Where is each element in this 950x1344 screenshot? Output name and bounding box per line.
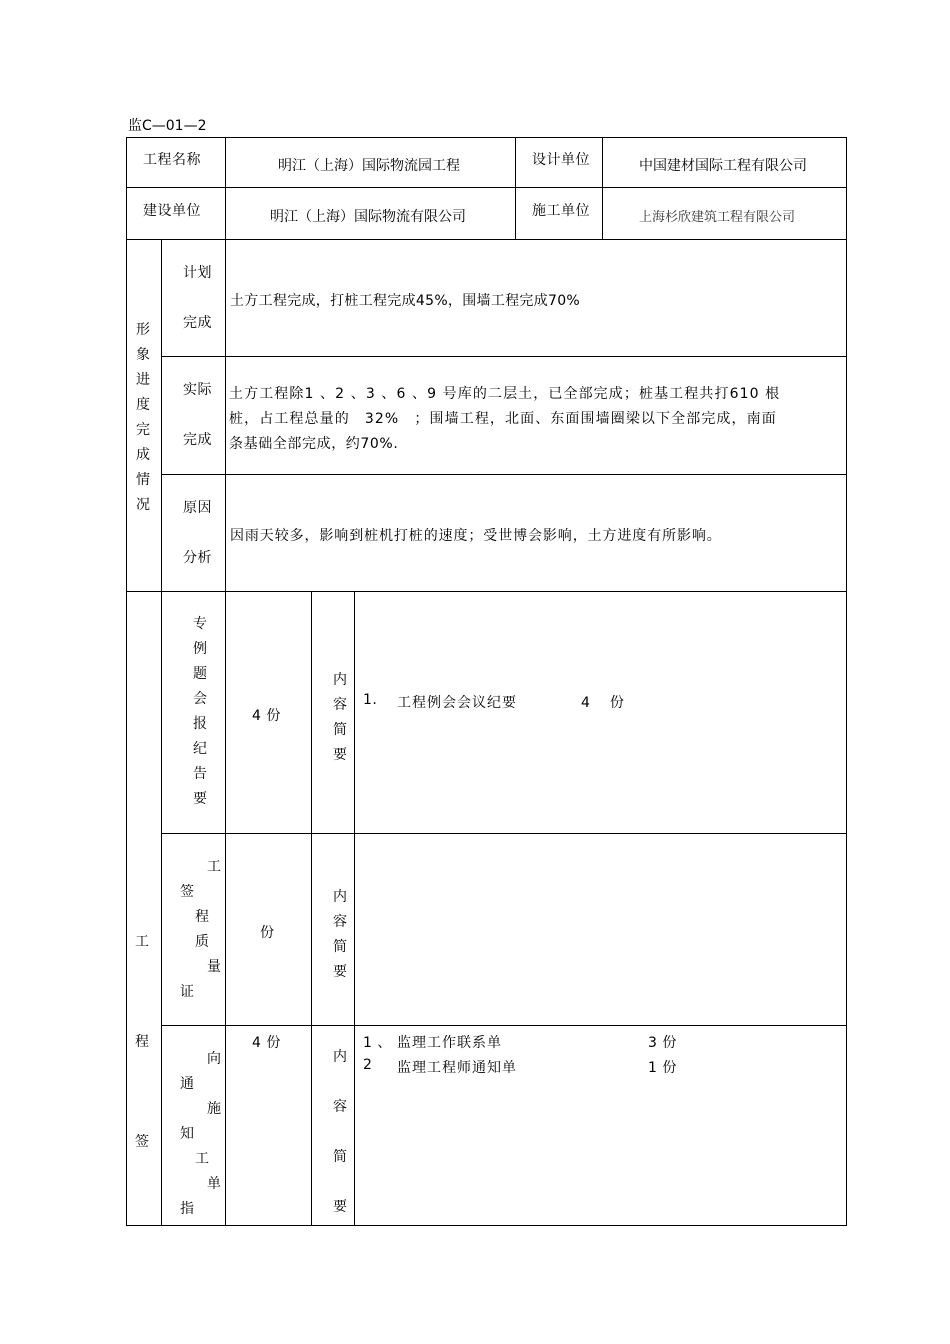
meeting-minutes-label-char: 要 [193, 791, 207, 807]
contractor-value: 上海杉欣建筑工程有限公司 [639, 210, 796, 225]
plan-label-1: 计划 [183, 265, 212, 281]
content-label-char: 容 [333, 697, 347, 713]
reason-label-2: 分析 [183, 550, 212, 566]
content-label-char: 简 [333, 1149, 347, 1165]
meeting-minutes-item-qty: 4 份 [581, 695, 625, 711]
notice-item-2-text: 监理工程师通知单 [397, 1060, 517, 1076]
quality-count: 份 [260, 925, 275, 941]
quality-content-label [329, 885, 351, 985]
content-label-char: 要 [333, 747, 347, 763]
reason-text: 因雨天较多，影响到桩机打桩的速度；受世博会影响，土方进度有所影响。 [230, 528, 722, 544]
notice-item-2-no: 2 [363, 1057, 373, 1073]
notice-label-char-5: 工 [195, 1151, 210, 1167]
meeting-minutes-label-char: 报 [193, 716, 207, 732]
signoff-section-char-2: 程 [135, 1034, 150, 1050]
progress-section-char: 度 [136, 397, 150, 413]
quality-label-char-2: 签 [180, 884, 195, 900]
meeting-minutes-label-char: 纪 [193, 741, 207, 757]
owner-label: 建设单位 [143, 203, 201, 219]
notice-count: 4 份 [252, 1035, 281, 1051]
content-label-char: 内 [333, 672, 347, 688]
owner-value: 明江（上海）国际物流有限公司 [270, 209, 466, 225]
progress-section-char: 情 [136, 472, 150, 488]
content-label-char: 容 [333, 914, 347, 930]
meeting-minutes-label-char: 例 [193, 641, 207, 657]
quality-label-char-6: 证 [180, 984, 195, 1000]
quality-label-char-5: 量 [207, 959, 222, 975]
quality-label-char-1: 工 [207, 859, 222, 875]
progress-section-label [132, 318, 154, 518]
notice-label-char-7: 指 [180, 1201, 195, 1217]
progress-section-char: 象 [136, 347, 150, 363]
progress-section-char: 进 [136, 372, 150, 388]
notice-item-1-text: 监理工作联系单 [397, 1035, 502, 1051]
progress-section-char: 况 [136, 497, 150, 513]
progress-section-char: 完 [136, 422, 150, 438]
content-label-char: 容 [333, 1099, 347, 1115]
content-label-char: 简 [333, 722, 347, 738]
signoff-section-char-1: 工 [135, 934, 150, 950]
design-unit-label: 设计单位 [532, 152, 590, 168]
quality-label-char-3: 程 [195, 909, 210, 925]
actual-text-line-2: 桩，占工程总量的 32% ；围墙工程，北面、东面围墙圈梁以下全部完成，南面 [229, 411, 777, 427]
notice-label-char-2: 通 [180, 1076, 195, 1092]
form-code: 监C—01—2 [128, 118, 207, 134]
notice-label-char-3: 施 [207, 1101, 222, 1117]
meeting-minutes-item-text: 工程例会会议纪要 [397, 695, 517, 711]
meeting-minutes-label [189, 612, 211, 812]
meeting-minutes-label-char: 专 [193, 616, 207, 632]
meeting-minutes-label-char: 告 [193, 766, 207, 782]
meeting-minutes-label-char: 题 [193, 666, 207, 682]
signoff-section-char-3: 签 [135, 1134, 150, 1150]
content-label-char: 要 [333, 1199, 347, 1215]
notice-content-label [329, 1032, 351, 1232]
contractor-label: 施工单位 [532, 203, 590, 219]
meeting-minutes-item-no: 1. [363, 692, 378, 708]
reason-label-1: 原因 [183, 500, 212, 516]
notice-label-char-6: 单 [207, 1176, 222, 1192]
content-label-char: 简 [333, 939, 347, 955]
notice-item-1-no: 1 、 [363, 1035, 392, 1051]
meeting-minutes-label-char: 会 [193, 691, 207, 707]
content-label-char: 内 [333, 889, 347, 905]
project-name-value: 明江（上海）国际物流园工程 [278, 158, 460, 174]
design-unit-value: 中国建材国际工程有限公司 [639, 158, 807, 174]
notice-label-char-1: 向 [207, 1051, 222, 1067]
progress-section-char: 形 [136, 322, 150, 338]
notice-item-2-qty: 1 份 [648, 1060, 677, 1076]
content-label-char: 要 [333, 964, 347, 980]
progress-section-char: 成 [136, 447, 150, 463]
notice-label-char-4: 知 [180, 1126, 195, 1142]
meeting-minutes-count: 4 份 [252, 708, 281, 724]
actual-text-line-3: 条基础全部完成，约70%. [229, 436, 399, 452]
plan-text: 土方工程完成，打桩工程完成45%，围墙工程完成70% [230, 293, 581, 309]
project-name-label: 工程名称 [143, 152, 201, 168]
content-label-char: 内 [333, 1049, 347, 1065]
notice-item-1-qty: 3 份 [648, 1035, 677, 1051]
plan-label-2: 完成 [183, 315, 212, 331]
actual-label-2: 完成 [183, 432, 212, 448]
quality-label-char-4: 质 [195, 934, 210, 950]
actual-label-1: 实际 [183, 382, 212, 398]
meeting-minutes-content-label [329, 668, 351, 768]
actual-text-line-1: 土方工程除1 、2 、3 、6 、9 号库的二层土，已全部完成；桩基工程共打610 根 [229, 386, 781, 402]
